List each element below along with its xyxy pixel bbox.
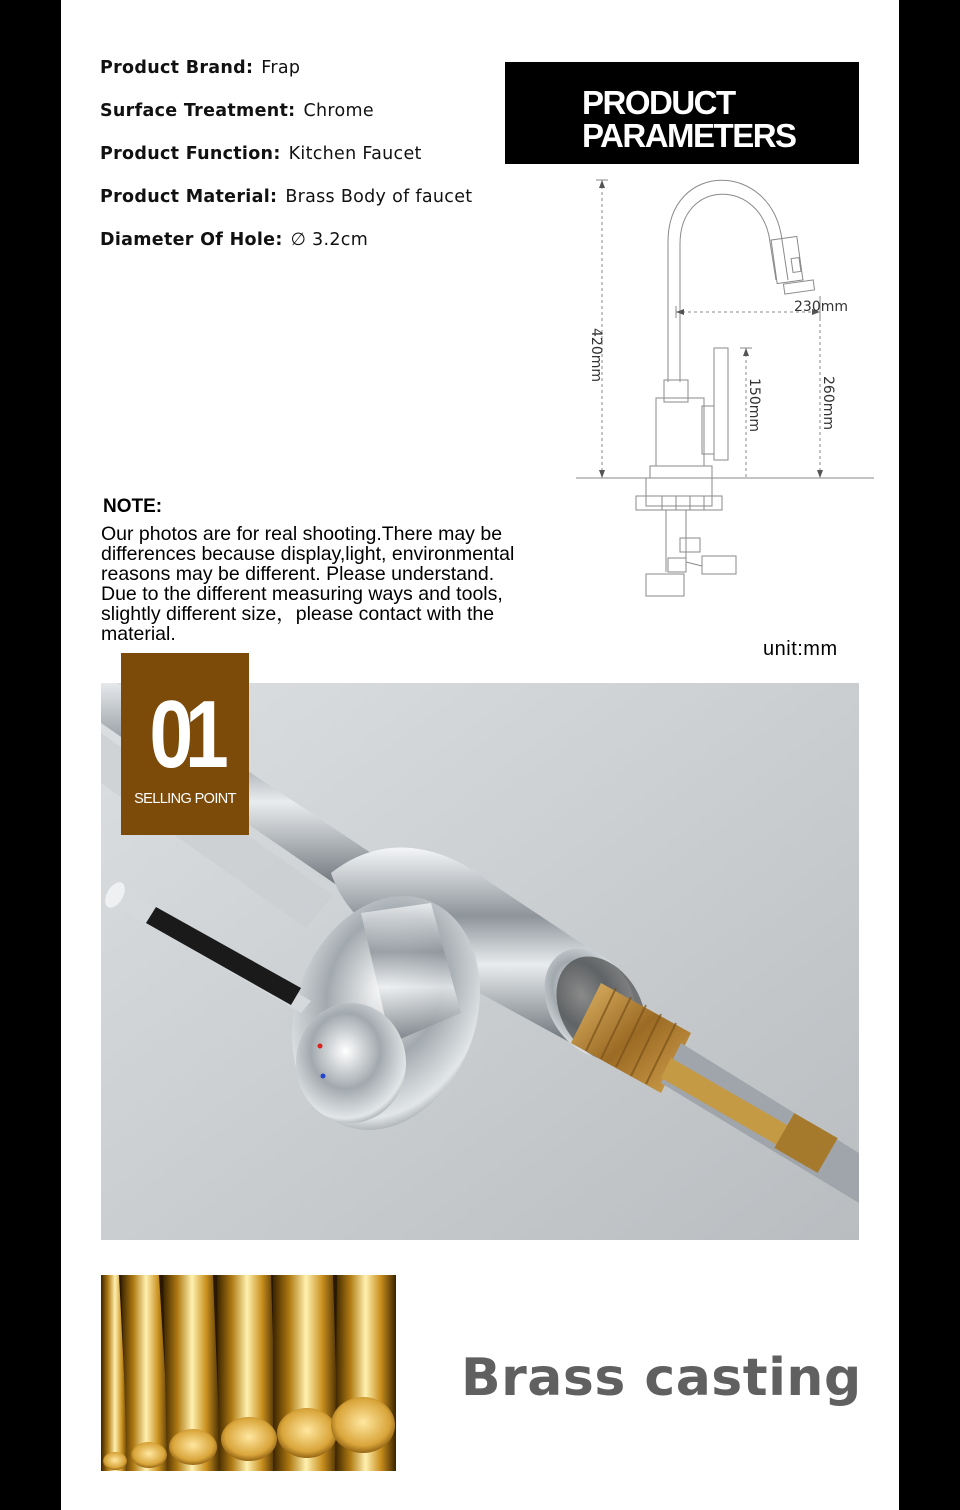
parameters-title-line2: PARAMETERS [582, 117, 796, 154]
faucet-dimension-diagram [576, 172, 876, 612]
spec-function [100, 144, 422, 164]
parameters-title [582, 86, 796, 152]
spec-separator: : [288, 101, 296, 121]
selling-point-badge [121, 653, 249, 835]
product-detail-page [61, 0, 899, 1510]
note-line: differences because display,light, environmental [101, 543, 515, 565]
brass-casting-title: Brass casting [461, 1348, 862, 1408]
spec-key: Product Material [100, 187, 270, 207]
spec-separator: : [275, 230, 283, 250]
spec-key: Diameter Of Hole [100, 230, 276, 250]
spec-key: Surface Treatment [100, 101, 289, 121]
note-title: NOTE: [103, 496, 163, 517]
selling-point-label: SELLING POINT [134, 791, 236, 807]
dimension-reach-label: 230mm [794, 299, 848, 315]
spec-separator: : [270, 187, 278, 207]
note-line: material. [101, 623, 176, 645]
spec-surface [100, 101, 374, 121]
spec-value: ∅ 3.2cm [290, 230, 369, 250]
note-line: slightly different size，please contact with the [101, 603, 495, 625]
parameters-title-line1: PRODUCT [582, 84, 735, 121]
unit-label: unit:mm [763, 638, 838, 660]
spec-separator: : [245, 58, 254, 78]
product-parameters-banner [505, 62, 859, 164]
spec-value: Chrome [303, 101, 374, 121]
spec-value: Kitchen Faucet [288, 144, 422, 164]
dimension-handle-label: 150mm [746, 378, 762, 432]
spec-separator: : [273, 144, 281, 164]
spec-key: Product Function [100, 144, 274, 164]
note-line: Our photos are for real shooting.There may be [101, 523, 503, 545]
note-line: Due to the different measuring ways and tools, [101, 583, 503, 605]
spec-value: Frap [261, 58, 301, 78]
selling-point-number: 01 [149, 681, 221, 788]
note-body [101, 524, 581, 644]
dimension-height-label: 420mm [588, 328, 604, 382]
dimension-spout-label: 260mm [820, 376, 836, 430]
spec-key: Product Brand [100, 58, 246, 78]
spec-value: Brass Body of faucet [285, 187, 473, 207]
brass-rods-photo [101, 1275, 396, 1471]
spec-brand [100, 58, 300, 78]
spec-hole [100, 230, 368, 250]
spec-material [100, 187, 472, 207]
note-line: reasons may be different. Please understand. [101, 563, 495, 585]
